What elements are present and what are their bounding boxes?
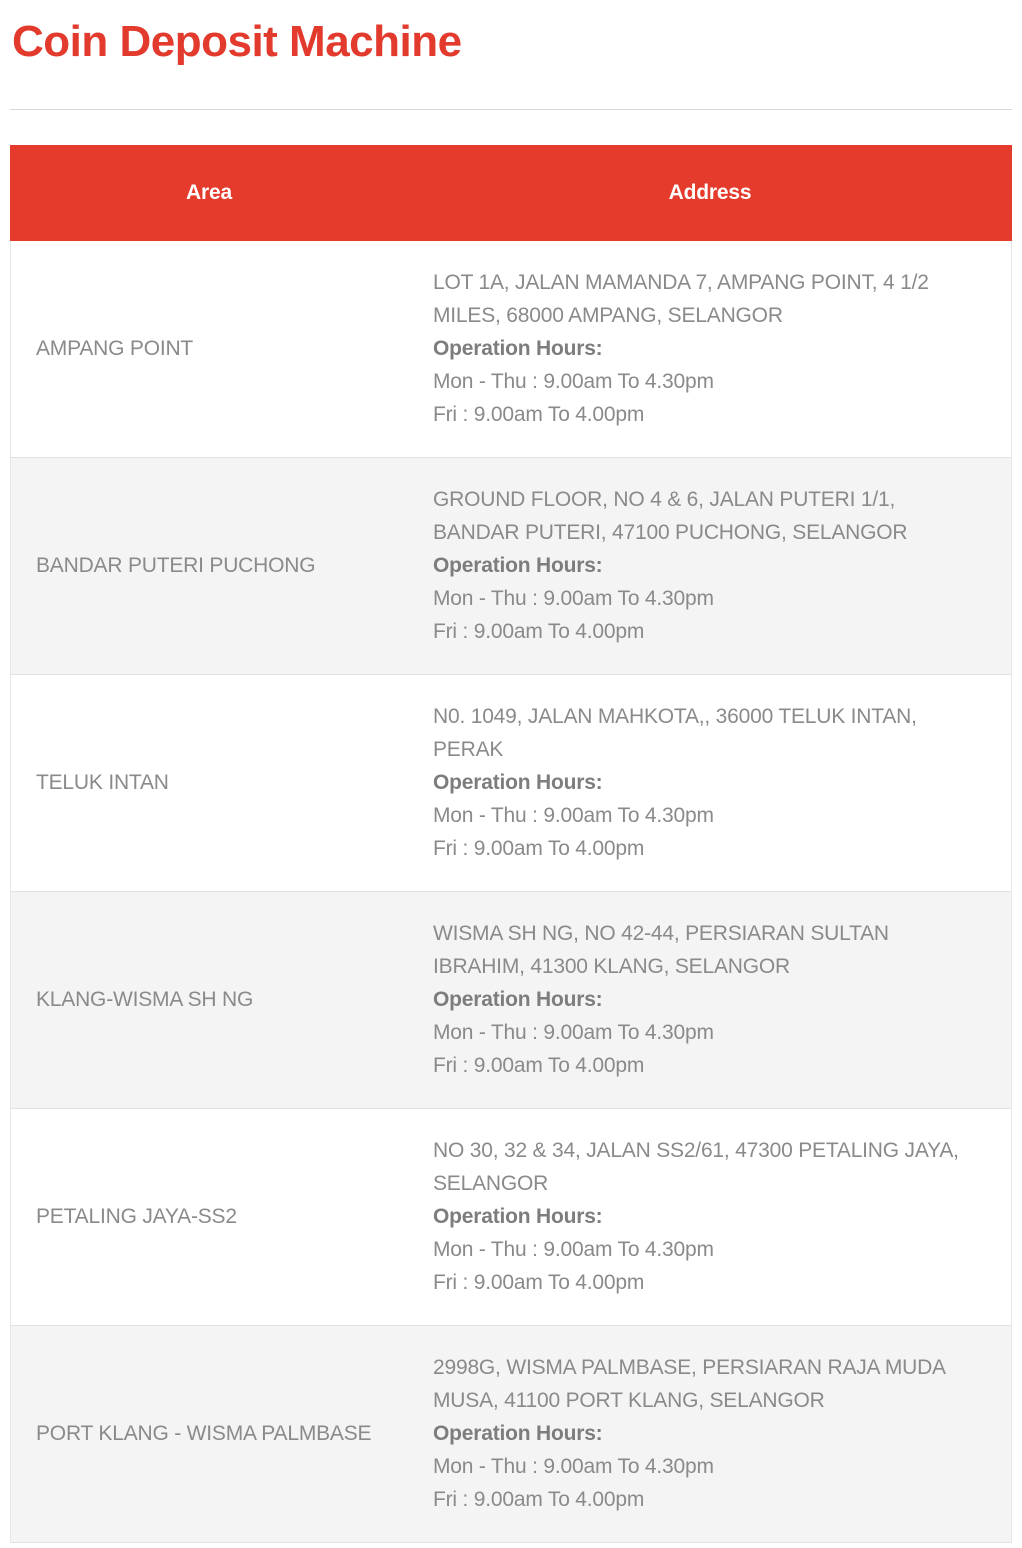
hours-mon-thu: Mon - Thu : 9.00am To 4.30pm	[433, 803, 714, 827]
operation-hours-label: Operation Hours:	[433, 770, 603, 794]
table-row	[10, 1326, 1012, 1543]
address-cell	[409, 458, 1011, 674]
operation-hours-label: Operation Hours:	[433, 336, 603, 360]
title-divider	[10, 109, 1012, 110]
table-row	[10, 458, 1012, 675]
table-row	[10, 675, 1012, 892]
hours-fri: Fri : 9.00am To 4.00pm	[433, 1487, 645, 1511]
area-cell: PORT KLANG - WISMA PALMBASE	[36, 1422, 372, 1446]
hours-fri: Fri : 9.00am To 4.00pm	[433, 1053, 645, 1077]
hours-mon-thu: Mon - Thu : 9.00am To 4.30pm	[433, 369, 714, 393]
address-cell	[409, 1326, 1011, 1542]
locations-table	[10, 145, 1012, 1543]
address-text: WISMA SH NG, NO 42-44, PERSIARAN SULTAN IBRAHIM, 41300 KLANG, SELANGOR	[433, 921, 889, 978]
hours-fri: Fri : 9.00am To 4.00pm	[433, 836, 645, 860]
hours-fri: Fri : 9.00am To 4.00pm	[433, 402, 645, 426]
operation-hours-label: Operation Hours:	[433, 1204, 603, 1228]
operation-hours-label: Operation Hours:	[433, 553, 603, 577]
hours-fri: Fri : 9.00am To 4.00pm	[433, 619, 645, 643]
hours-mon-thu: Mon - Thu : 9.00am To 4.30pm	[433, 586, 714, 610]
hours-mon-thu: Mon - Thu : 9.00am To 4.30pm	[433, 1454, 714, 1478]
address-text: GROUND FLOOR, NO 4 & 6, JALAN PUTERI 1/1, BANDAR PUTERI, 47100 PUCHONG, SELANGOR	[433, 487, 908, 544]
area-cell: KLANG-WISMA SH NG	[36, 988, 254, 1012]
address-text: NO 30, 32 & 34, JALAN SS2/61, 47300 PETALING JAYA, SELANGOR	[433, 1138, 959, 1195]
area-cell: AMPANG POINT	[36, 337, 194, 361]
hours-mon-thu: Mon - Thu : 9.00am To 4.30pm	[433, 1237, 714, 1261]
address-cell	[409, 241, 1011, 457]
hours-fri: Fri : 9.00am To 4.00pm	[433, 1270, 645, 1294]
address-text: LOT 1A, JALAN MAMANDA 7, AMPANG POINT, 4 1/2 MILES, 68000 AMPANG, SELANGOR	[433, 270, 929, 327]
area-cell: BANDAR PUTERI PUCHONG	[36, 554, 316, 578]
area-cell: TELUK INTAN	[36, 771, 169, 795]
address-cell	[409, 675, 1011, 891]
address-text: 2998G, WISMA PALMBASE, PERSIARAN RAJA MUDA MUSA, 41100 PORT KLANG, SELANGOR	[433, 1355, 945, 1412]
table-row	[10, 892, 1012, 1109]
address-text: N0. 1049, JALAN MAHKOTA,, 36000 TELUK INTAN, PERAK	[433, 704, 917, 761]
area-cell: PETALING JAYA-SS2	[36, 1205, 237, 1229]
table-header-row	[10, 145, 1012, 241]
operation-hours-label: Operation Hours:	[433, 1421, 603, 1445]
operation-hours-label: Operation Hours:	[433, 987, 603, 1011]
column-header-address: Address	[668, 180, 752, 204]
address-cell	[409, 1109, 1011, 1325]
column-header-area: Area	[186, 180, 232, 204]
table-row	[10, 1109, 1012, 1326]
hours-mon-thu: Mon - Thu : 9.00am To 4.30pm	[433, 1020, 714, 1044]
table-row	[10, 241, 1012, 458]
page-title: Coin Deposit Machine	[12, 17, 462, 66]
address-cell	[409, 892, 1011, 1108]
table-body	[10, 241, 1012, 1543]
